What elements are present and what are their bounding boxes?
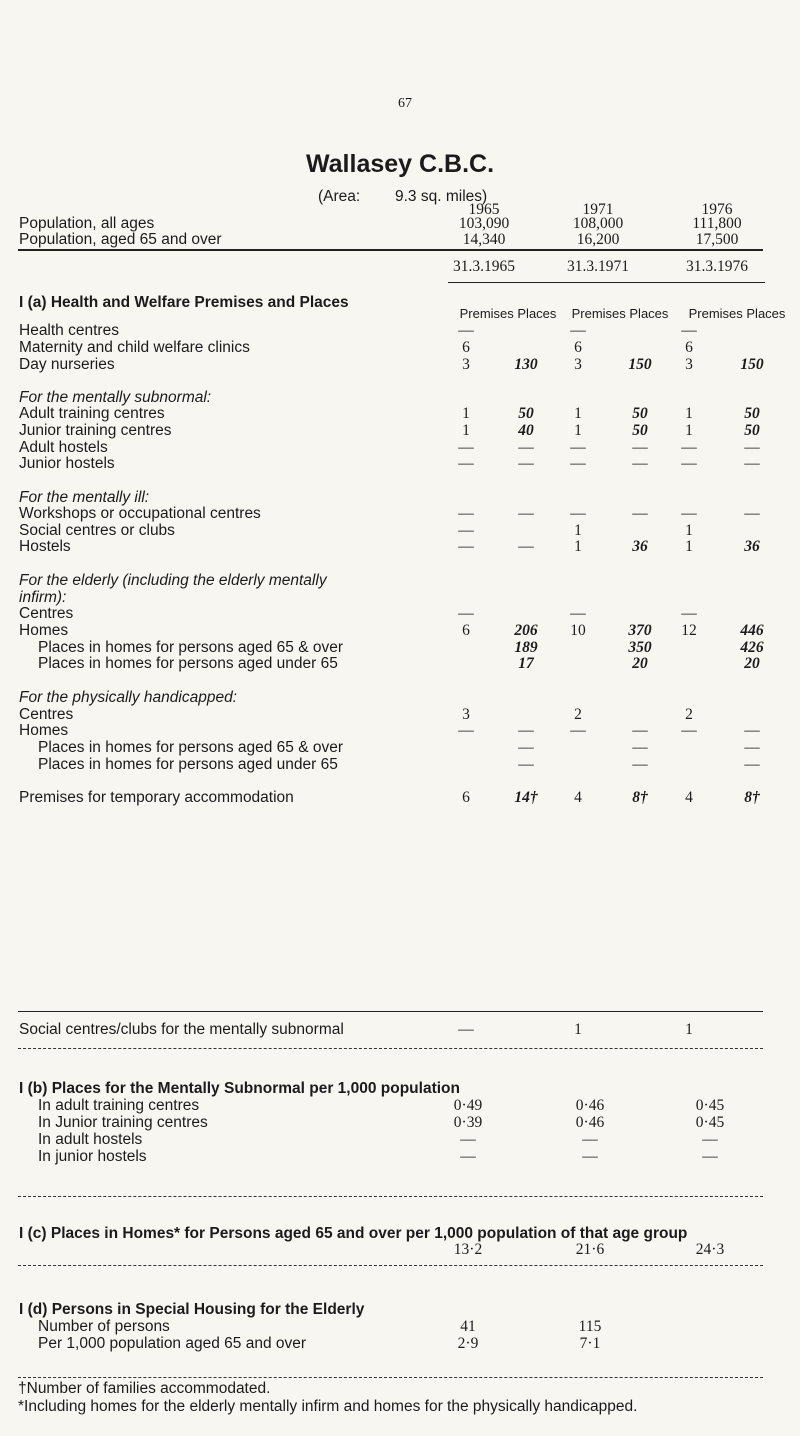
premises-cell: 1 <box>685 538 693 555</box>
dashed-divider-3 <box>18 1265 763 1266</box>
places-cell: — <box>744 505 760 522</box>
population-value: 108,000 <box>572 215 624 232</box>
dashed-divider <box>18 1048 763 1049</box>
premises-cell: 3 <box>685 356 693 373</box>
table-row-label: Maternity and child welfare clinics <box>19 339 250 356</box>
section-d-row-label: Number of persons <box>38 1318 170 1335</box>
year-header: 1971 <box>582 201 614 218</box>
premises-cell: 6 <box>462 622 470 639</box>
premises-cell: — <box>681 455 697 472</box>
places-cell: — <box>518 538 534 555</box>
premises-cell: — <box>458 538 474 555</box>
places-cell: 17 <box>518 655 534 672</box>
places-cell: 50 <box>744 405 760 422</box>
premises-cell: 1 <box>685 422 693 439</box>
places-cell: 130 <box>514 356 538 373</box>
dashed-divider-4 <box>18 1377 763 1378</box>
places-cell: 50 <box>632 422 648 439</box>
places-cell: 446 <box>740 622 764 639</box>
table-row-label: Places in homes for persons aged 65 & over <box>38 739 344 756</box>
places-cell: — <box>632 439 648 456</box>
section-d-value: 41 <box>460 1318 476 1335</box>
footnote-asterisk: *Including homes for the elderly mentally infirm and homes for the physically handicapped. <box>18 1398 638 1415</box>
section-c-value: 24·3 <box>695 1241 725 1258</box>
section-d-title: I (d) Persons in Special Housing for the Elderly <box>19 1301 365 1318</box>
premises-cell: 1 <box>574 538 582 555</box>
section-b-value: — <box>460 1131 476 1148</box>
premises-cell: — <box>681 605 697 622</box>
places-cell: 36 <box>632 538 648 555</box>
section-b-title: I (b) Places for the Mentally Subnormal per 1,000 population <box>19 1080 460 1097</box>
section-b-row-label: In junior hostels <box>38 1148 147 1165</box>
premises-cell: 2 <box>685 706 693 723</box>
table-row-label: Places in homes for persons aged 65 & over <box>38 639 344 656</box>
population-value: 16,200 <box>576 231 620 248</box>
population-value: 103,090 <box>458 215 510 232</box>
places-cell: — <box>632 722 648 739</box>
table-row-label: Social centres or clubs <box>19 522 175 539</box>
area-value: 9.3 sq. miles) <box>395 188 488 205</box>
section-b-row-label: In Junior training centres <box>38 1114 208 1131</box>
places-cell: 50 <box>518 405 534 422</box>
places-cell: — <box>518 722 534 739</box>
premises-cell: — <box>458 722 474 739</box>
section-b-row-label: In adult training centres <box>38 1097 200 1114</box>
section-b-row-label: In adult hostels <box>38 1131 143 1148</box>
premises-cell: — <box>570 505 586 522</box>
premises-places-header: Premises Places <box>459 306 557 321</box>
premises-cell: — <box>570 722 586 739</box>
premises-cell: 1 <box>685 522 693 539</box>
places-cell: 350 <box>628 639 652 656</box>
places-cell: — <box>632 739 648 756</box>
premises-cell: 6 <box>574 339 582 356</box>
population-value: 111,800 <box>692 215 742 232</box>
premises-cell: 6 <box>462 789 470 806</box>
places-cell: — <box>744 722 760 739</box>
date-header: 31.3.1976 <box>686 258 748 275</box>
dashed-divider-2 <box>18 1196 763 1197</box>
section-b-value: — <box>582 1148 598 1165</box>
document-title: Wallasey C.B.C. <box>305 150 495 178</box>
table-row-label: Premises for temporary accommodation <box>19 789 294 806</box>
places-cell: 20 <box>632 655 648 672</box>
places-cell: — <box>744 455 760 472</box>
category-heading: infirm): <box>19 589 67 606</box>
table-row-label: Junior hostels <box>19 455 115 472</box>
premises-places-header: Premises Places <box>688 306 786 321</box>
table-row-label: Homes <box>19 622 69 639</box>
section-b-value: 0·49 <box>453 1097 483 1114</box>
premises-cell: — <box>570 439 586 456</box>
premises-cell: — <box>458 322 474 339</box>
premises-cell: — <box>681 505 697 522</box>
table-row-label: Homes <box>19 722 69 739</box>
section-b-value: — <box>582 1131 598 1148</box>
places-cell: — <box>518 439 534 456</box>
places-cell: 20 <box>744 655 760 672</box>
section-d-value: 7·1 <box>579 1335 601 1352</box>
section-b-value: — <box>702 1131 718 1148</box>
divider-rule-2 <box>18 1011 763 1012</box>
section-d-value: 2·9 <box>457 1335 479 1352</box>
section-c-value: 13·2 <box>453 1241 483 1258</box>
places-cell: 206 <box>514 622 538 639</box>
section-b-value: 0·39 <box>453 1114 483 1131</box>
premises-cell: — <box>681 322 697 339</box>
population-row-label: Population, all ages <box>19 215 155 232</box>
population-value: 14,340 <box>462 231 506 248</box>
table-row-label: Day nurseries <box>19 356 115 373</box>
premises-cell: 3 <box>462 356 470 373</box>
premises-cell: 12 <box>681 622 697 639</box>
places-cell: 189 <box>514 639 538 656</box>
table-row-label: Hostels <box>19 538 71 555</box>
premises-cell: 1 <box>574 522 582 539</box>
premises-cell: — <box>681 722 697 739</box>
date-underline <box>448 282 765 283</box>
premises-cell: — <box>458 505 474 522</box>
premises-cell: 1 <box>462 422 470 439</box>
table-row-label: Adult hostels <box>19 439 108 456</box>
premises-cell: 4 <box>685 789 693 806</box>
places-cell: 14† <box>514 789 538 806</box>
table-row-label: Adult training centres <box>19 405 165 422</box>
places-cell: 426 <box>740 639 764 656</box>
premises-cell: — <box>458 455 474 472</box>
premises-cell: 1 <box>574 1021 582 1038</box>
premises-cell: 3 <box>574 356 582 373</box>
premises-cell: — <box>458 522 474 539</box>
places-cell: — <box>744 756 760 773</box>
footnote-dagger: †Number of families accommodated. <box>18 1380 271 1397</box>
places-cell: — <box>518 505 534 522</box>
places-cell: — <box>632 455 648 472</box>
premises-cell: — <box>570 455 586 472</box>
section-b-value: 0·45 <box>695 1097 725 1114</box>
section-c-value: 21·6 <box>575 1241 605 1258</box>
premises-cell: — <box>458 439 474 456</box>
premises-cell: — <box>458 1021 474 1038</box>
places-cell: — <box>744 739 760 756</box>
places-cell: 40 <box>518 422 534 439</box>
population-value: 17,500 <box>695 231 739 248</box>
places-cell: 50 <box>632 405 648 422</box>
premises-cell: 1 <box>685 1021 693 1038</box>
places-cell: — <box>632 505 648 522</box>
premises-cell: 6 <box>685 339 693 356</box>
table-row-label: Junior training centres <box>19 422 172 439</box>
area-label: (Area: <box>318 188 361 205</box>
population-row-label: Population, aged 65 and over <box>19 231 222 248</box>
premises-cell: — <box>458 605 474 622</box>
section-a-title: I (a) Health and Welfare Premises and Places <box>19 294 349 311</box>
category-heading: For the mentally ill: <box>19 489 150 506</box>
section-b-value: 0·46 <box>575 1114 605 1131</box>
section-d-row-label: Per 1,000 population aged 65 and over <box>38 1335 307 1352</box>
premises-places-header: Premises Places <box>571 306 669 321</box>
places-cell: 36 <box>744 538 760 555</box>
page-number: 67 <box>398 96 412 111</box>
premises-cell: 2 <box>574 706 582 723</box>
premises-cell: 1 <box>574 405 582 422</box>
places-cell: — <box>518 455 534 472</box>
places-cell: 150 <box>628 356 652 373</box>
section-b-value: — <box>460 1148 476 1165</box>
category-heading: For the elderly (including the elderly mentally <box>19 572 327 589</box>
category-heading: For the mentally subnormal: <box>19 389 212 406</box>
places-cell: 150 <box>740 356 764 373</box>
table-row-label: Centres <box>19 706 74 723</box>
places-cell: 370 <box>628 622 652 639</box>
table-row-label: Centres <box>19 605 74 622</box>
premises-cell: 1 <box>685 405 693 422</box>
premises-cell: 1 <box>462 405 470 422</box>
places-cell: 8† <box>632 789 648 806</box>
premises-cell: — <box>681 439 697 456</box>
places-cell: 8† <box>744 789 760 806</box>
table-row-label: Workshops or occupational centres <box>19 505 261 522</box>
table-row-label: Health centres <box>19 322 119 339</box>
places-cell: 50 <box>744 422 760 439</box>
date-header: 31.3.1965 <box>453 258 515 275</box>
premises-cell: — <box>570 605 586 622</box>
section-c-title: I (c) Places in Homes* for Persons aged 65 and over per 1,000 population of that age group <box>19 1225 688 1242</box>
premises-cell: — <box>570 322 586 339</box>
table-row-label: Social centres/clubs for the mentally subnormal <box>19 1021 344 1038</box>
section-b-value: — <box>702 1148 718 1165</box>
premises-cell: 1 <box>574 422 582 439</box>
table-row-label: Places in homes for persons aged under 65 <box>38 655 338 672</box>
category-heading: For the physically handicapped: <box>19 689 237 706</box>
premises-cell: 10 <box>570 622 586 639</box>
premises-cell: 4 <box>574 789 582 806</box>
date-header: 31.3.1971 <box>567 258 629 275</box>
places-cell: — <box>518 739 534 756</box>
premises-cell: 6 <box>462 339 470 356</box>
table-row-label: Places in homes for persons aged under 65 <box>38 756 338 773</box>
premises-cell: 3 <box>462 706 470 723</box>
year-header: 1965 <box>468 201 500 218</box>
places-cell: — <box>744 439 760 456</box>
section-d-value: 115 <box>578 1318 602 1335</box>
section-b-value: 0·46 <box>575 1097 605 1114</box>
places-cell: — <box>632 756 648 773</box>
divider-rule <box>18 249 763 251</box>
places-cell: — <box>518 756 534 773</box>
section-b-value: 0·45 <box>695 1114 725 1131</box>
year-header: 1976 <box>701 201 733 218</box>
